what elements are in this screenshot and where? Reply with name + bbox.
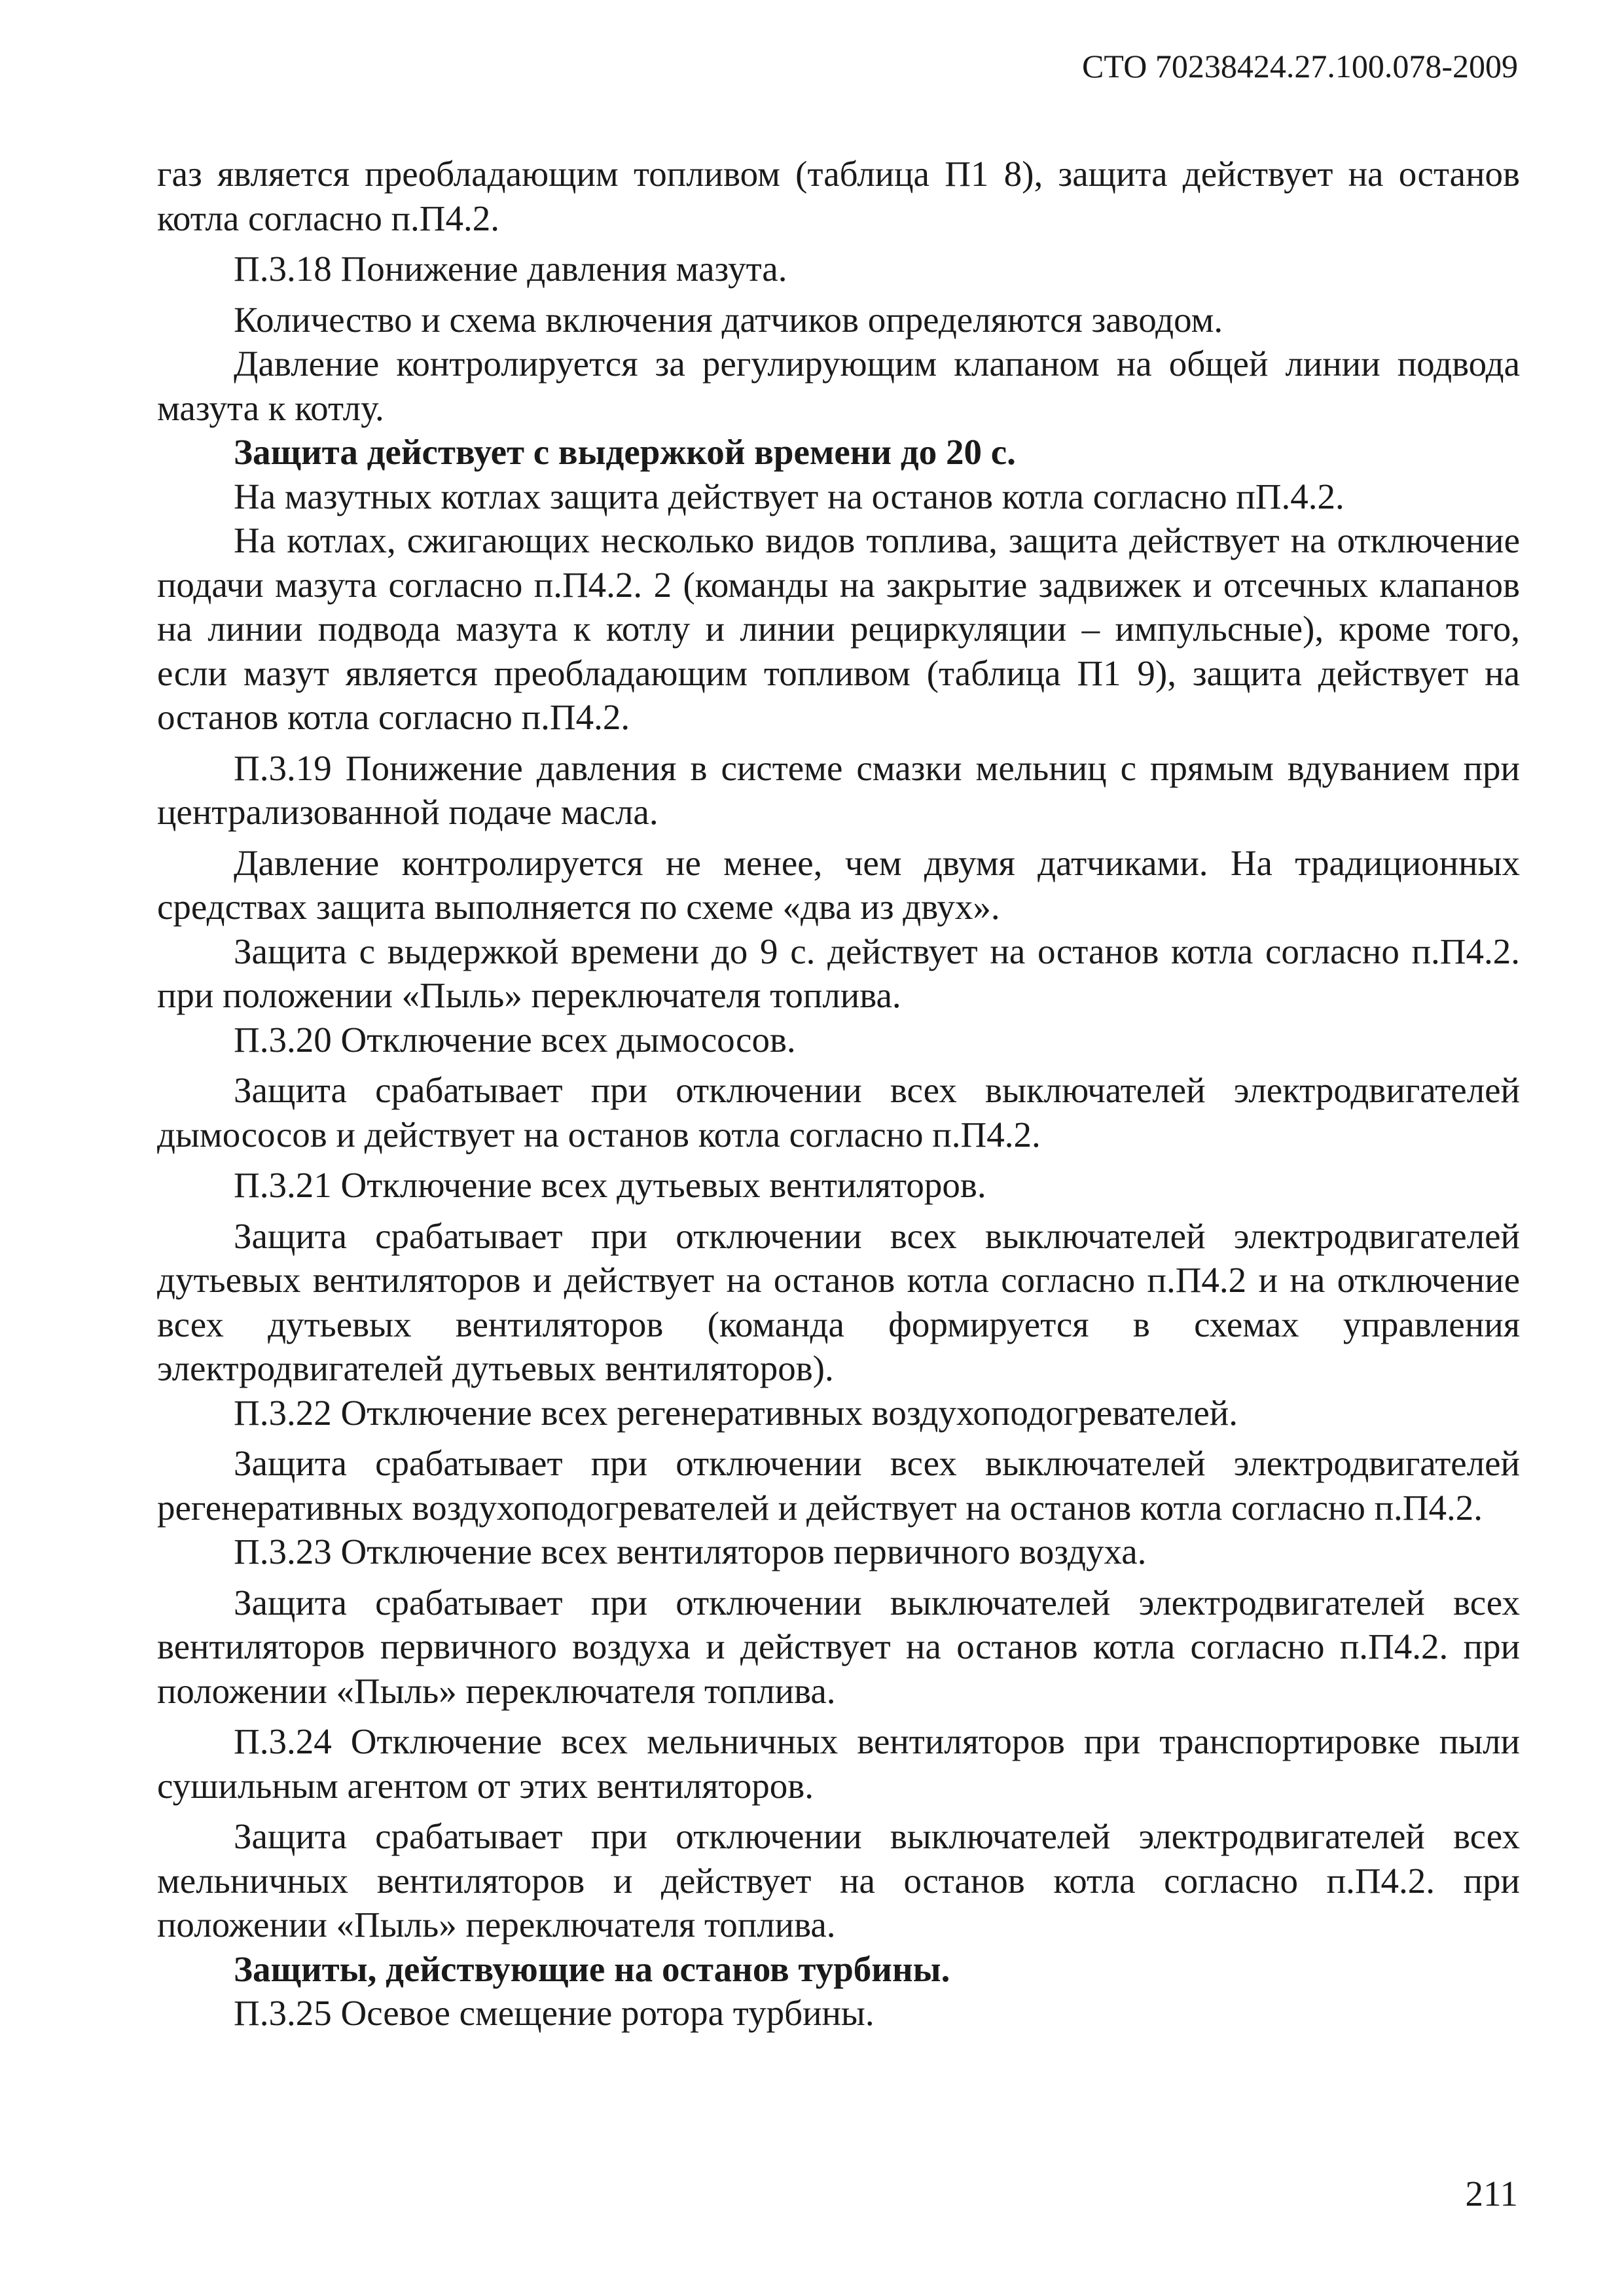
document-body [157, 152, 1520, 2036]
bold-statement: Защита действует с выдержкой времени до 20 с. [234, 432, 1016, 472]
paragraph: Защита с выдержкой времени до 9 с. действует на останов котла согласно п.П4.2. при положении «Пыль» переключателя топлива. [157, 931, 1520, 1015]
paragraph: Защита срабатывает при отключении выключателей электродвигателей всех вентиляторов первичного воздуха и действует на останов котла согласно п.П4.2. при положении «Пыль» переключателя топлива. [157, 1582, 1520, 1711]
section-heading-p3-22: П.3.22 Отключение всех регенеративных воздухоподогревателей. [234, 1392, 1238, 1433]
section-heading-p3-25: П.3.25 Осевое смещение ротора турбины. [234, 1993, 875, 2033]
paragraph: Защита срабатывает при отключении всех выключателей электродвигателей дутьевых вентиляторов и действует на останов котла согласно п.П4.2 и на отключение всех дутьевых вентиляторов (команда формируется в схемах управления электродвигателей дутьевых вентиляторов). [157, 1215, 1520, 1388]
section-heading-p3-18: П.3.18 Понижение давления мазута. [234, 249, 787, 289]
section-heading-p3-24: П.3.24 Отключение всех мельничных вентиляторов при транспортировке пыли сушильным агентом от этих вентиляторов. [157, 1721, 1520, 1806]
section-heading-p3-19: П.3.19 Понижение давления в системе смазки мельниц с прямым вдуванием при централизованной подаче масла. [157, 747, 1520, 832]
section-heading-p3-23: П.3.23 Отключение всех вентиляторов первичного воздуха. [234, 1532, 1147, 1571]
paragraph: На мазутных котлах защита действует на останов котла согласно пП.4.2. [234, 476, 1344, 516]
paragraph: Защита срабатывает при отключении выключателей электродвигателей всех мельничных вентиляторов и действует на останов котла согласно п.П4.2. при положении «Пыль» переключателя топлива. [157, 1816, 1520, 1945]
section-heading-p3-21: П.3.21 Отключение всех дутьевых вентиляторов. [234, 1165, 986, 1205]
paragraph: На котлах, сжигающих несколько видов топлива, защита действует на отключение подачи мазута согласно п.П4.2. 2 (команды на закрытие задвижек и отсечных клапанов на линии подвода мазута к котлу и линии рециркуляции – импульсные), кроме того, если мазут является преобладающим топливом (таблица П1 9), защита действует на останов котла согласно п.П4.2. [157, 520, 1520, 737]
paragraph: Давление контролируется не менее, чем двумя датчиками. На традиционных средствах защита выполняется по схеме «два из двух». [157, 842, 1520, 927]
page-number: 211 [1465, 2174, 1518, 2214]
paragraph: Защита срабатывает при отключении всех выключателей электродвигателей регенеративных воздухоподогревателей и действует на останов котла согласно п.П4.2. [157, 1443, 1520, 1528]
document-code-header: СТО 70238424.27.100.078-2009 [1082, 48, 1518, 84]
paragraph-continuation: газ является преобладающим топливом (таблица П1 8), защита действует на останов котла согласно п.П4.2. [157, 154, 1520, 238]
paragraph: Количество и схема включения датчиков определяются заводом. [234, 299, 1223, 340]
section-heading-p3-20: П.3.20 Отключение всех дымососов. [234, 1019, 796, 1060]
paragraph: Защита срабатывает при отключении всех выключателей электродвигателей дымососов и действует на останов котла согласно п.П4.2. [157, 1070, 1520, 1155]
bold-section-heading: Защиты, действующие на останов турбины. [234, 1948, 950, 1989]
paragraph: Давление контролируется за регулирующим клапаном на общей линии подвода мазута к котлу. [157, 344, 1520, 428]
